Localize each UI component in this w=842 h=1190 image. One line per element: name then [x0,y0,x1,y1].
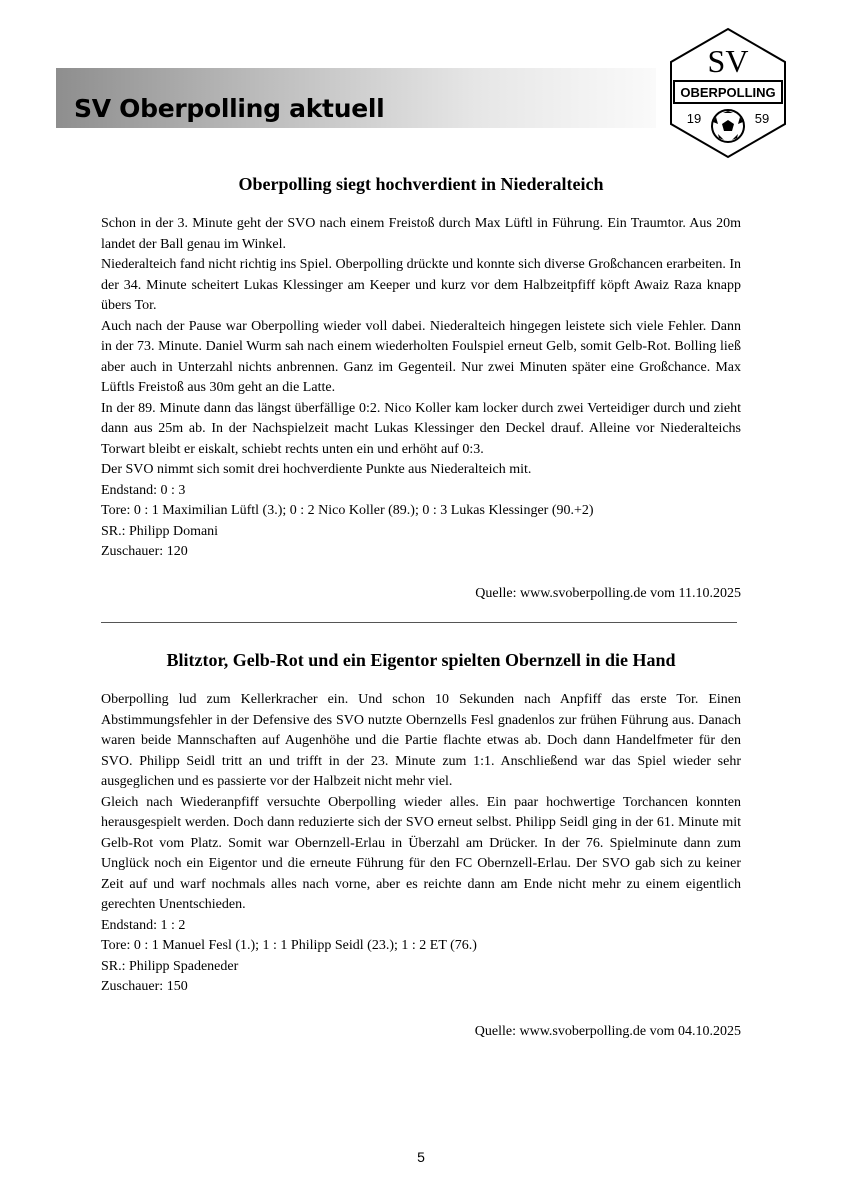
article-divider [101,622,737,623]
page-header-title: SV Oberpolling aktuell [74,94,385,123]
article-1-endstand: Endstand: 0 : 3 [101,482,186,498]
article-2-body [101,690,741,998]
article-1-paragraph: Niederalteich fand nicht richtig ins Spiel. Oberpolling drückte und konnte sich diverse Großchancen erarbeiten. In der 34. Minute scheitert Lukas Klessinger am Keeper und kurz vor dem Halbzeitpfiff köpft Awaiz Raza knapp übers Tor. [101,257,741,313]
article-2-referee: SR.: Philipp Spadeneder [101,958,239,974]
club-crest-icon [668,27,788,159]
article-1-paragraph: In der 89. Minute dann das längst überfällige 0:2. Nico Koller kam locker durch zwei Verteidiger durch und zieht dann aus 25m ab. In der Nachspielzeit macht Lukas Klessinger den Deckel drauf. Alleine vor Niederalteichs Torwart bleibt er eiskalt, schiebt rechts unten ein und erhöht auf 0:3. [101,400,741,457]
logo-year-right: 59 [754,111,770,126]
article-1-scorers: Tore: 0 : 1 Maximilian Lüftl (3.); 0 : 2 Nico Koller (89.); 0 : 3 Lukas Klessinger (90.+2) [101,503,594,518]
article-2-spectators: Zuschauer: 150 [101,979,188,994]
article-2-source: Quelle: www.svoberpolling.de vom 04.10.2025 [474,1024,741,1039]
logo-band-text: OBERPOLLING [680,85,776,100]
page-number: 5 [417,1149,425,1165]
article-2-paragraph: Oberpolling lud zum Kellerkracher ein. Und schon 10 Sekunden nach Anpfiff das erste Tor. Einen Abstimmungsfehler in der Defensive des SVO nutzte Obernzells Fesl gnadenlos zur frühen Führung aus. Danach waren beide Mannschaften auf Augenhöhe und die Partie flachte etwas ab. Doch dann Handelfmeter für den SVO. Philipp Seidl tritt an und trifft in der 23. Minute zum 1:1. Anschließend war das Spiel wieder sehr ausgeglichen und es passierte vor der Halbzeit nicht mehr viel. [101,692,741,789]
article-1-paragraph: Schon in der 3. Minute geht der SVO nach einem Freistoß durch Max Lüftl in Führung. Ein Traumtor. Aus 20m landet der Ball genau im Winkel. [101,216,741,252]
article-2-paragraph: Gleich nach Wiederanpfiff versuchte Oberpolling wieder alles. Ein paar hochwertige Torchancen konnten herausgespielt werden. Doch dann reduzierte sich der SVO erneut selbst. Philipp Seidl ging in der 61. Minute mit Gelb-Rot vom Platz. Somit war Obernzell-Erlau in Überzahl am Drücker. In der 76. Spielminute dann zum Unglück noch ein Eigentor und die erneute Führung für den FC Obernzell-Erlau. Der SVO gab sich zu keiner Zeit auf und warf nochmals alles nach vorne, aber es reichte dann am Ende nicht mehr zu einem eigentlich gerechten Unentschieden. [101,794,741,912]
article-2-endstand: Endstand: 1 : 2 [101,917,186,933]
article-1-body [101,214,741,563]
article-1-paragraph: Der SVO nimmt sich somit drei hochverdiente Punkte aus Niederalteich mit. [101,462,532,477]
article-1-paragraph: Auch nach der Pause war Oberpolling wieder voll dabei. Niederalteich hingegen leistete sich viele Fehler. Dann in der 73. Minute. Daniel Wurm sah nach einem wiederholten Foulspiel erneut Gelb, somit Gelb-Rot. Bolling ließ aber auch in Unterzahl nichts anbrennen. Ganz im Gegenteil. Nur zwei Minuten später eine Großchance. Max Lüftls Freistoß aus 30m geht an die Latte. [101,318,741,395]
club-logo [668,27,788,159]
article-1-referee: SR.: Philipp Domani [101,523,219,539]
article-1-title: Oberpolling siegt hochverdient in Niederalteich [238,174,604,194]
soccer-ball-icon [712,110,744,142]
article-1-spectators: Zuschauer: 120 [101,544,188,559]
logo-year-left: 19 [686,111,702,126]
article-2-title: Blitztor, Gelb-Rot und ein Eigentor spielten Obernzell in die Hand [166,650,676,670]
article-2-scorers: Tore: 0 : 1 Manuel Fesl (1.); 1 : 1 Philipp Seidl (23.); 1 : 2 ET (76.) [101,938,477,953]
logo-sv-text: SV [707,43,749,79]
article-1-source: Quelle: www.svoberpolling.de vom 11.10.2025 [475,586,741,601]
